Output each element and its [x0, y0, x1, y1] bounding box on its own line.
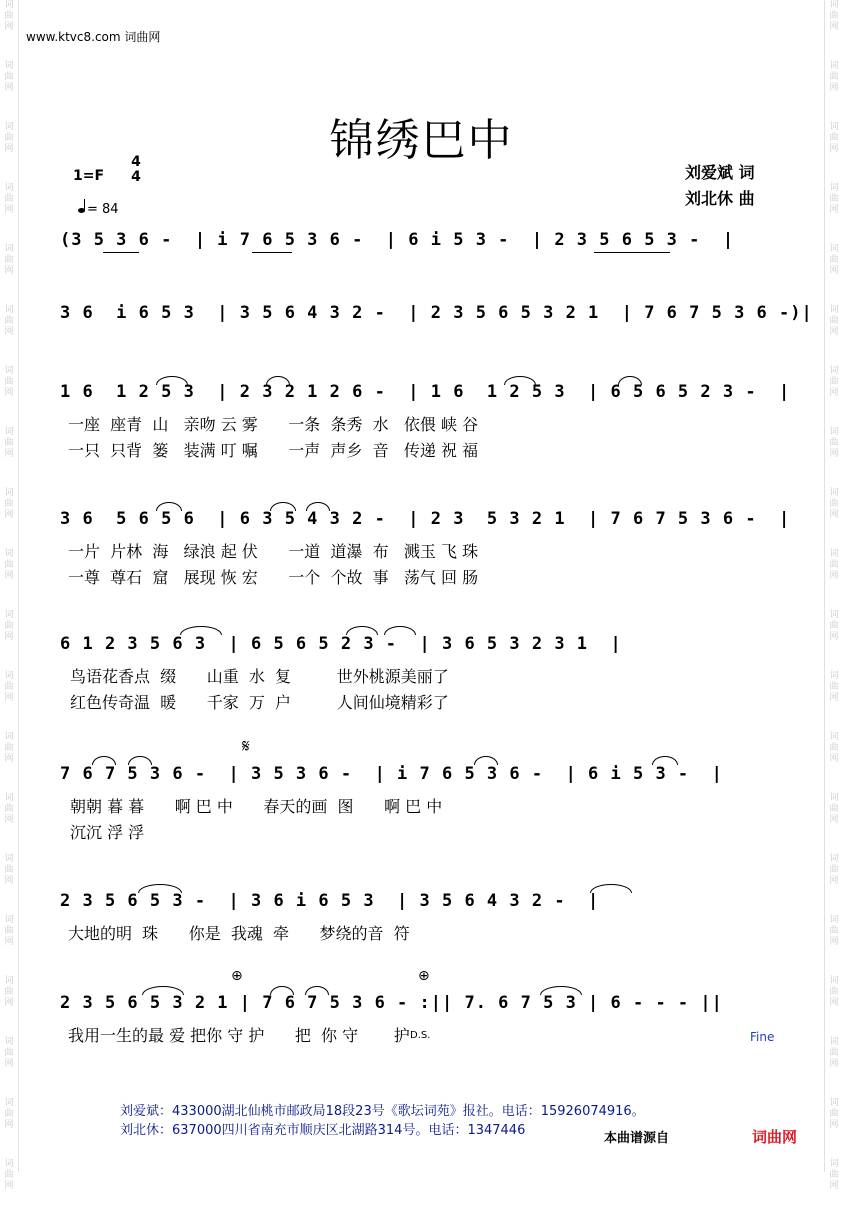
watermark-char: 曲 [829, 743, 839, 753]
lyric-verse1-row8: 我用一生的最 爱 把你 守 护 把 你 守 护 [68, 1026, 410, 1045]
watermark-char: 词 [4, 366, 14, 376]
score-row-5: 6 1 2 3 5 6 3 | 6 5 6 5 2 3 - | 3 6 5 3 2 3 1 | [60, 634, 622, 654]
watermark-gap [827, 826, 841, 854]
watermark-char: 曲 [829, 72, 839, 82]
watermark-char: 词 [4, 1098, 14, 1108]
watermark-char: 网 [829, 205, 839, 215]
watermark-char: 网 [4, 571, 14, 581]
watermark-left [2, 0, 16, 1191]
watermark-char: 曲 [4, 377, 14, 387]
lyric-verse1-row4: 一片 片林 海 绿浪 起 伏 一道 道瀑 布 溅玉 飞 珠 [68, 542, 479, 561]
watermark-char: 曲 [829, 804, 839, 814]
lyric-verse1-row6: 朝朝 暮 暮 啊 巴 中 春天的画 图 啊 巴 中 [70, 797, 443, 816]
watermark-char: 词 [4, 1037, 14, 1047]
watermark-char: 曲 [4, 682, 14, 692]
watermark-char: 词 [829, 610, 839, 620]
watermark-char: 词 [4, 732, 14, 742]
watermark-char: 网 [4, 876, 14, 886]
watermark-char: 词 [829, 793, 839, 803]
watermark-char: 词 [4, 549, 14, 559]
watermark-gap [827, 765, 841, 793]
watermark-char: 曲 [4, 194, 14, 204]
watermark-char: 词 [4, 1159, 14, 1169]
watermark-char: 词 [4, 671, 14, 681]
watermark-gap [2, 399, 16, 427]
watermark-char: 网 [829, 144, 839, 154]
score-row-1: (3 5 3 6 - | i 7 6 5 3 6 - | 6 i 5 3 - | 2 3 5 6 5 3 - | [60, 230, 735, 250]
watermark-gap [2, 704, 16, 732]
watermark-char: 曲 [829, 316, 839, 326]
watermark-char: 网 [4, 632, 14, 642]
watermark-char: 曲 [4, 560, 14, 570]
watermark-char: 曲 [829, 560, 839, 570]
watermark-char: 词 [4, 854, 14, 864]
watermark-char: 网 [829, 1181, 839, 1191]
watermark-gap [827, 277, 841, 305]
watermark-gap [827, 887, 841, 915]
watermark-char: 网 [4, 205, 14, 215]
ds-mark: D.S. [410, 1030, 431, 1041]
tempo-marking: = 84 [78, 202, 119, 217]
watermark-char: 网 [4, 510, 14, 520]
song-title: 锦绣巴中 [329, 115, 514, 166]
watermark-char: 网 [829, 510, 839, 520]
slur [156, 502, 182, 511]
watermark-gap [2, 1009, 16, 1037]
watermark-char: 曲 [4, 72, 14, 82]
watermark-char: 曲 [4, 926, 14, 936]
watermark-gap [827, 1070, 841, 1098]
watermark-char: 曲 [4, 255, 14, 265]
watermark-char: 曲 [829, 1170, 839, 1180]
watermark-char: 词 [829, 854, 839, 864]
watermark-gap [827, 948, 841, 976]
watermark-char: 网 [4, 22, 14, 32]
watermark-gap [2, 277, 16, 305]
slur [142, 986, 184, 995]
watermark-char: 曲 [829, 1048, 839, 1058]
watermark-char: 网 [4, 937, 14, 947]
watermark-gap [827, 582, 841, 610]
lyric-verse1-row3: 一座 座青 山 亲吻 云 雾 一条 条秀 水 依偎 峡 谷 [68, 415, 479, 434]
slur [306, 502, 330, 511]
watermark-char: 词 [4, 915, 14, 925]
watermark-char: 曲 [4, 438, 14, 448]
watermark-char: 网 [829, 815, 839, 825]
watermark-char: 网 [829, 998, 839, 1008]
score-row-4: 3 6 5 6 5 6 | 6 3 5 4 3 2 - | 2 3 5 3 2 1 | 7 6 7 5 3 6 - | [60, 509, 791, 529]
watermark-char: 曲 [829, 194, 839, 204]
watermark-char: 网 [829, 449, 839, 459]
watermark-char: 曲 [829, 987, 839, 997]
watermark-char: 词 [829, 1159, 839, 1169]
watermark-char: 网 [4, 144, 14, 154]
watermark-char: 网 [4, 1059, 14, 1069]
watermark-char: 网 [4, 388, 14, 398]
watermark-char: 词 [4, 305, 14, 315]
watermark-char: 词 [4, 0, 14, 10]
watermark-char: 词 [829, 488, 839, 498]
watermark-char: 曲 [4, 865, 14, 875]
watermark-gap [827, 643, 841, 671]
watermark-char: 曲 [829, 11, 839, 21]
watermark-char: 曲 [4, 987, 14, 997]
score-row-2: 3 6 i 6 5 3 | 3 5 6 4 3 2 - | 2 3 5 6 5 3 2 1 | 7 6 7 5 3 6 -)| [60, 303, 813, 323]
slur [92, 756, 116, 765]
watermark-char: 词 [829, 183, 839, 193]
watermark-char: 网 [4, 754, 14, 764]
slur [156, 376, 188, 385]
watermark-gap [2, 460, 16, 488]
watermark-gap [827, 1009, 841, 1037]
watermark-char: 曲 [829, 499, 839, 509]
watermark-gap [827, 216, 841, 244]
slur [618, 376, 642, 385]
slur [652, 756, 678, 765]
watermark-char: 曲 [829, 438, 839, 448]
watermark-char: 曲 [4, 804, 14, 814]
slur [346, 626, 378, 635]
lyric-verse2-row4: 一尊 尊石 窟 展现 恢 宏 一个 个故 事 荡气 回 肠 [68, 568, 479, 587]
watermark-char: 词 [829, 671, 839, 681]
fine-mark: Fine [750, 1030, 775, 1044]
watermark-char: 网 [829, 1120, 839, 1130]
watermark-char: 词 [829, 61, 839, 71]
watermark-char: 网 [4, 327, 14, 337]
watermark-char: 词 [829, 244, 839, 254]
watermark-gap [2, 887, 16, 915]
watermark-char: 网 [829, 632, 839, 642]
watermark-gap [827, 33, 841, 61]
watermark-char: 词 [4, 244, 14, 254]
beam-line [103, 252, 139, 253]
slur [474, 756, 498, 765]
watermark-char: 网 [829, 327, 839, 337]
time-signature: 4 4 [131, 154, 141, 185]
watermark-char: 词 [4, 488, 14, 498]
watermark-char: 曲 [4, 1170, 14, 1180]
watermark-char: 曲 [829, 621, 839, 631]
contact-lyricist: 刘爱斌：433000湖北仙桃市邮政局18段23号《歌坛词苑》报社。电话：15926074916。 [120, 1104, 645, 1119]
watermark-char: 网 [4, 815, 14, 825]
watermark-char: 词 [4, 61, 14, 71]
watermark-char: 网 [4, 693, 14, 703]
watermark-gap [2, 1192, 16, 1220]
watermark-char: 网 [829, 754, 839, 764]
watermark-gap [2, 338, 16, 366]
watermark-char: 曲 [4, 1048, 14, 1058]
score-row-6: 7 6 7 5 3 6 - | 3 5 3 6 - | i 7 6 5 3 6 - | 6 i 5 3 - | [60, 764, 723, 784]
slur [540, 986, 582, 995]
score-row-8: 2 3 5 6 5 3 2 1 | 7 6 7 5 3 6 - :|| 7. 6 7 5 3 | 6 - - - || [60, 993, 723, 1013]
watermark-right [827, 0, 841, 1191]
watermark-char: 网 [4, 449, 14, 459]
slur [305, 986, 329, 995]
watermark-gap [2, 521, 16, 549]
watermark-char: 曲 [829, 865, 839, 875]
watermark-char: 词 [4, 976, 14, 986]
watermark-gap [827, 1131, 841, 1159]
quarter-note-icon [78, 208, 85, 213]
watermark-char: 词 [829, 1037, 839, 1047]
watermark-gap [827, 399, 841, 427]
slur [270, 502, 296, 511]
watermark-char: 网 [829, 22, 839, 32]
score-row-3: 1 6 1 2 5 3 | 2 3 2 1 2 6 - | 1 6 1 2 5 3 | 6 5 6 5 2 3 - | [60, 382, 791, 402]
brand-logo[interactable]: 词曲网 [752, 1128, 798, 1146]
beam-line [252, 252, 292, 253]
watermark-char: 词 [829, 0, 839, 10]
watermark-char: 词 [829, 732, 839, 742]
watermark-gap [2, 582, 16, 610]
watermark-gap [827, 1192, 841, 1220]
site-url[interactable]: www.ktvc8.com 词曲网 [26, 30, 161, 44]
watermark-gap [827, 521, 841, 549]
watermark-char: 网 [4, 1120, 14, 1130]
watermark-char: 曲 [4, 11, 14, 21]
watermark-char: 词 [829, 549, 839, 559]
watermark-char: 曲 [829, 255, 839, 265]
margin-rule-right [824, 0, 825, 1172]
slur [384, 626, 416, 635]
watermark-char: 词 [4, 793, 14, 803]
watermark-char: 曲 [829, 133, 839, 143]
watermark-char: 网 [829, 876, 839, 886]
watermark-char: 词 [4, 610, 14, 620]
watermark-gap [2, 948, 16, 976]
watermark-char: 曲 [4, 133, 14, 143]
slur [270, 986, 294, 995]
lyric-verse2-row6: 沉沉 浮 浮 [70, 823, 145, 842]
watermark-gap [2, 826, 16, 854]
watermark-char: 曲 [4, 316, 14, 326]
coda-sign-2: ⊕ [418, 968, 430, 984]
watermark-char: 词 [4, 183, 14, 193]
watermark-gap [827, 338, 841, 366]
slur [180, 626, 222, 635]
watermark-char: 曲 [4, 621, 14, 631]
margin-rule-left [18, 0, 19, 1172]
score-row-7: 2 3 5 6 5 3 - | 3 6 i 6 5 3 | 3 5 6 4 3 2 - | [60, 891, 600, 911]
watermark-char: 网 [829, 937, 839, 947]
watermark-char: 网 [829, 571, 839, 581]
composer-credit: 刘北休 曲 [685, 189, 755, 208]
slur [138, 884, 182, 893]
slur [266, 376, 290, 385]
watermark-gap [827, 704, 841, 732]
contact-composer: 刘北休：637000四川省南充市顺庆区北湖路314号。电话：1347446 [120, 1123, 526, 1138]
watermark-char: 网 [829, 1059, 839, 1069]
watermark-char: 曲 [829, 1109, 839, 1119]
watermark-gap [827, 460, 841, 488]
watermark-char: 词 [829, 915, 839, 925]
slur [590, 884, 632, 893]
beam-line [594, 252, 670, 253]
watermark-char: 网 [829, 388, 839, 398]
watermark-char: 词 [829, 976, 839, 986]
watermark-char: 网 [4, 83, 14, 93]
segno-sign: 𝄋 [242, 736, 250, 757]
watermark-char: 词 [4, 122, 14, 132]
watermark-char: 曲 [829, 377, 839, 387]
lyric-verse2-row5: 红色传奇温 暖 千家 万 户 人间仙境精彩了 [70, 693, 449, 712]
watermark-char: 曲 [829, 682, 839, 692]
watermark-char: 网 [829, 693, 839, 703]
watermark-char: 网 [4, 998, 14, 1008]
source-label: 本曲谱源自 [604, 1131, 670, 1146]
lyric-verse1-row7: 大地的明 珠 你是 我魂 牵 梦绕的音 符 [68, 924, 410, 943]
watermark-gap [2, 765, 16, 793]
lyricist-credit: 刘爱斌 词 [685, 163, 755, 182]
watermark-char: 网 [4, 266, 14, 276]
watermark-char: 词 [829, 122, 839, 132]
slur [504, 376, 536, 385]
lyric-verse2-row3: 一只 只背 篓 装满 叮 嘱 一声 声乡 音 传递 祝 福 [68, 441, 479, 460]
watermark-char: 曲 [829, 926, 839, 936]
lyric-verse1-row5: 鸟语花香点 缀 山重 水 复 世外桃源美丽了 [70, 667, 449, 686]
watermark-gap [2, 33, 16, 61]
watermark-gap [2, 1131, 16, 1159]
watermark-gap [2, 216, 16, 244]
watermark-char: 曲 [4, 1109, 14, 1119]
watermark-char: 词 [829, 366, 839, 376]
watermark-char: 曲 [4, 499, 14, 509]
watermark-char: 词 [4, 427, 14, 437]
watermark-char: 词 [829, 305, 839, 315]
watermark-char: 词 [829, 427, 839, 437]
watermark-char: 网 [829, 266, 839, 276]
watermark-gap [2, 643, 16, 671]
slur [128, 756, 152, 765]
key-signature: 1=F [73, 168, 105, 184]
watermark-char: 曲 [4, 743, 14, 753]
watermark-gap [2, 1070, 16, 1098]
watermark-char: 网 [4, 1181, 14, 1191]
watermark-char: 网 [829, 83, 839, 93]
coda-sign-1: ⊕ [231, 968, 243, 984]
watermark-char: 词 [829, 1098, 839, 1108]
